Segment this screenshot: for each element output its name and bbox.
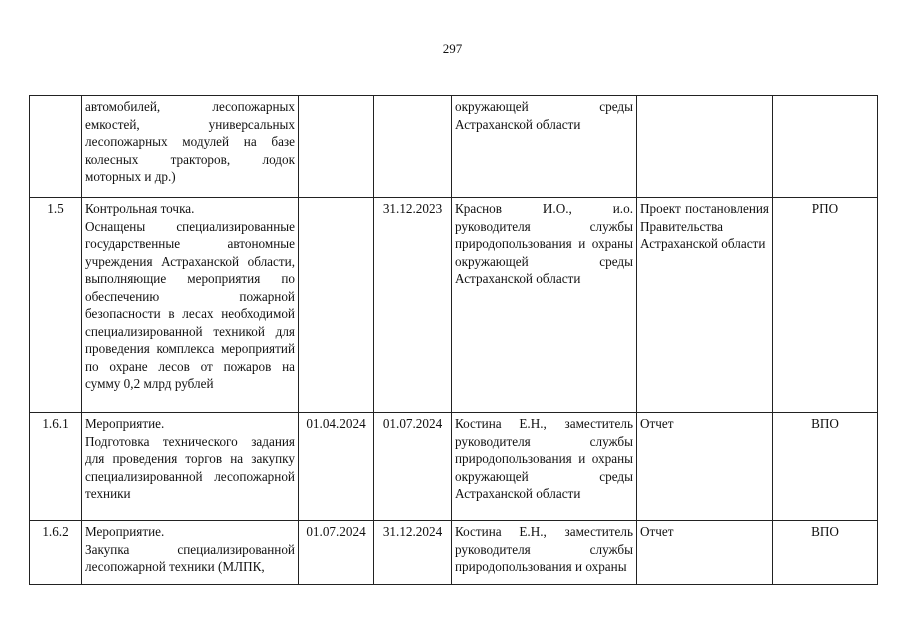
result-document [637, 96, 773, 198]
control-level: ВПО [773, 521, 878, 585]
activity-description: Подготовка технического задания для проведения торгов на закупку специализированной лесопожарной техники [85, 433, 295, 501]
activity-cell [82, 96, 299, 198]
activity-description: Оснащены специализированные государственные автономные учреждения Астраханской области, выполняющие мероприятия по обеспечению пожарной безопасности в лесах необходимой специализированной техникой для проведения комплекса мероприятий по охране лесов от пожаров на сумму 0,2 млрд рублей [85, 218, 295, 391]
activity-description: автомобилей, лесопожарных емкостей, универсальных лесопожарных модулей на базе колесных тракторов, лодок моторных и др.) [85, 99, 295, 184]
control-level: РПО [773, 198, 878, 413]
row-number: 1.6.1 [30, 413, 82, 521]
end-date: 01.07.2024 [374, 413, 452, 521]
end-date: 31.12.2023 [374, 198, 452, 413]
start-date [299, 198, 374, 413]
control-level: ВПО [773, 413, 878, 521]
control-level [773, 96, 878, 198]
start-date: 01.04.2024 [299, 413, 374, 521]
start-date: 01.07.2024 [299, 521, 374, 585]
result-document: Отчет [637, 521, 773, 585]
responsible-person: Краснов И.О., и.о. руководителя службы природопользования и охраны окружающей среды Астраханской области [452, 198, 637, 413]
activity-description: Закупка специализированной лесопожарной техники (МЛПК, [85, 541, 295, 574]
activity-title: Мероприятие. [85, 416, 165, 431]
activity-title: Контрольная точка. [85, 201, 195, 216]
end-date [374, 96, 452, 198]
result-document: Проект постановления Правительства Астраханской области [637, 198, 773, 413]
activity-cell [82, 413, 299, 521]
page-number: 297 [442, 41, 463, 56]
table-row [30, 413, 878, 521]
start-date [299, 96, 374, 198]
end-date: 31.12.2024 [374, 521, 452, 585]
activity-cell [82, 521, 299, 585]
activities-table [29, 95, 878, 585]
responsible-person: Костина Е.Н., заместитель руководителя службы природопользования и охраны [452, 521, 637, 585]
result-document: Отчет [637, 413, 773, 521]
row-number: 1.5 [30, 198, 82, 413]
table-row [30, 521, 878, 585]
activity-cell [82, 198, 299, 413]
row-number [30, 96, 82, 198]
responsible-person: окружающей среды Астраханской области [452, 96, 637, 198]
row-number: 1.6.2 [30, 521, 82, 585]
table-row [30, 198, 878, 413]
responsible-person: Костина Е.Н., заместитель руководителя службы природопользования и охраны окружающей среды Астраханской области [452, 413, 637, 521]
table-row [30, 96, 878, 198]
activity-title: Мероприятие. [85, 524, 165, 539]
